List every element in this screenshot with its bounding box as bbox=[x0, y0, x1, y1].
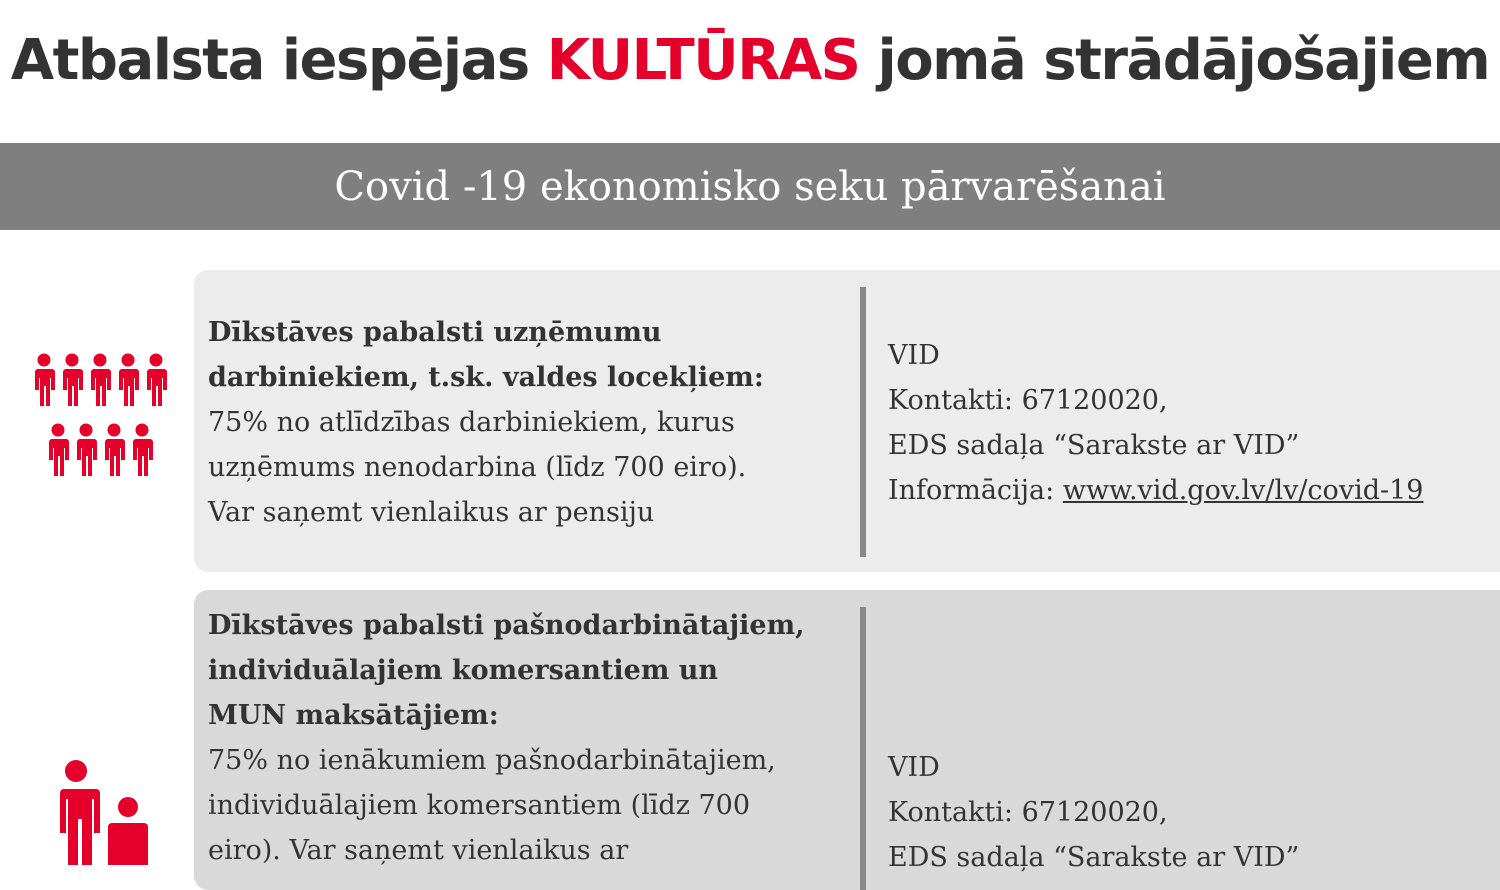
contact-info bbox=[888, 333, 1423, 513]
benefit-description bbox=[208, 603, 848, 873]
contact-org: VID bbox=[888, 340, 940, 371]
title-part: Atbalsta iespējas bbox=[10, 28, 547, 93]
body-line: individuālajiem komersantiem (līdz 700 bbox=[208, 790, 751, 821]
contact-eds: EDS sadaļa “Sarakste ar VID” bbox=[888, 842, 1300, 873]
body-line: 75% no atlīdzības darbiniekiem, kurus bbox=[208, 407, 735, 438]
benefit-description bbox=[208, 310, 848, 535]
divider bbox=[860, 287, 866, 557]
benefit-heading bbox=[208, 310, 848, 400]
group-of-people-icon bbox=[34, 352, 174, 492]
divider bbox=[860, 607, 866, 890]
heading-line: individuālajiem komersantiem un bbox=[208, 655, 719, 686]
body-line: Var saņemt vienlaikus ar pensiju bbox=[208, 497, 655, 528]
page-title bbox=[0, 28, 1500, 93]
body-line: 75% no ienākumiem pašnodarbinātajiem, bbox=[208, 745, 776, 776]
heading-line: Dīkstāves pabalsti uzņēmumu bbox=[208, 317, 662, 348]
heading-line: darbiniekiem, t.sk. valdes locekļiem: bbox=[208, 362, 764, 393]
title-highlight: KULTŪRAS bbox=[546, 28, 860, 93]
subtitle-band bbox=[0, 143, 1500, 230]
subtitle: Covid -19 ekonomisko seku pārvarēšanai bbox=[334, 163, 1166, 210]
benefit-heading bbox=[208, 603, 848, 738]
info-line bbox=[888, 468, 1423, 513]
heading-line: Dīkstāves pabalsti pašnodarbinātajiem, bbox=[208, 610, 805, 641]
info-label: Informācija: bbox=[888, 475, 1063, 506]
two-people-icon bbox=[48, 755, 158, 865]
contact-eds: EDS sadaļa “Sarakste ar VID” bbox=[888, 430, 1300, 461]
body-line: uzņēmums nenodarbina (līdz 700 eiro). bbox=[208, 452, 747, 483]
vid-covid-link[interactable]: www.vid.gov.lv/lv/covid-19 bbox=[1062, 475, 1424, 506]
body-line: eiro). Var saņemt vienlaikus ar bbox=[208, 835, 629, 866]
heading-line: MUN maksātājiem: bbox=[208, 700, 499, 731]
contact-phone: Kontakti: 67120020, bbox=[888, 385, 1168, 416]
contact-phone: Kontakti: 67120020, bbox=[888, 797, 1168, 828]
benefit-card-employees bbox=[194, 270, 1500, 572]
contact-org: VID bbox=[888, 752, 940, 783]
benefit-card-self-employed bbox=[194, 590, 1500, 890]
title-part: jomā strādājošajiem bbox=[859, 28, 1490, 93]
